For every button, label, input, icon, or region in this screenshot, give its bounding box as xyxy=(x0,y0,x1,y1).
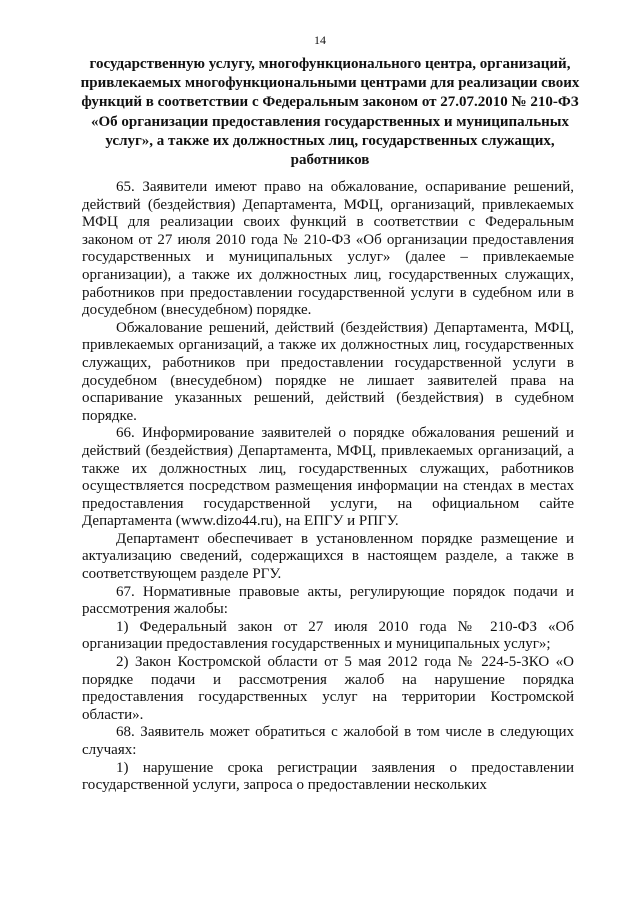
paragraph-department: Департамент обеспечивает в установленном порядке размещение и актуализацию сведений, содержащихся в настоящем разделе, а также в соответствующем разделе РГУ. xyxy=(82,530,574,583)
paragraph-67: 67. Нормативные правовые акты, регулирующие порядок подачи и рассмотрения жалобы: xyxy=(82,583,574,618)
page-number: 14 xyxy=(314,33,326,47)
paragraph-65: 65. Заявители имеют право на обжалование, оспаривание решений, действий (бездействия) Департамента, МФЦ, организаций, привлекаемых МФЦ для реализации своих функций в соответствии с Федеральным законом от 27 июля 2010 года № 210-ФЗ «Об организации предоставления государственных и муниципальных услуг» (далее – привлекаемые организации), а также их должностных лиц, государственных служащих, работников при предоставлении государственной услуги в судебном или в досудебном (внесудебном) порядке. xyxy=(82,179,574,319)
list-item-violation: 1) нарушение срока регистрации заявления о предоставлении государственной услуги, запроса о предоставлении нескольких xyxy=(82,759,574,794)
list-item-federal-law: 1) Федеральный закон от 27 июля 2010 года № 210-ФЗ «Об организации предоставления государственных и муниципальных услуг»; xyxy=(82,618,574,653)
paragraph-appeal: Обжалование решений, действий (бездействия) Департамента, МФЦ, привлекаемых организаций, а также их должностных лиц, государственных служащих, работников при предоставлении государственной услуги в досудебном (внесудебном) порядке не лишает заявителей права на оспаривание указанных решений, действий (бездействия) в судебном порядке. xyxy=(82,319,574,424)
body-text xyxy=(82,179,574,795)
paragraph-68: 68. Заявитель может обратиться с жалобой в том числе в следующих случаях: xyxy=(82,724,574,758)
paragraph-66: 66. Информирование заявителей о порядке обжалования решений и действий (бездействия) Департамента, МФЦ, привлекаемых организаций, а также их должностных лиц, государственных служащих, работников осуществляется посредством размещения информации на стендах в местах предоставления государственной услуги, на официальном сайте Департамента (www.dizo44.ru), на ЕПГУ и РПГУ. xyxy=(82,425,574,530)
list-item-regional-law: 2) Закон Костромской области от 5 мая 2012 года № 224-5-ЗКО «О порядке подачи и рассмотрения жалоб на нарушение порядка предоставления государственных услуг на территории Костромской области». xyxy=(82,654,574,723)
section-heading: государственную услугу, многофункционального центра, организаций, привлекаемых многофункциональными центрами для реализации своих функций в соответствии с Федеральным законом от 27.07.2010 № 210-ФЗ «Об организации предоставления государственных и муниципальных услуг», а также их должностных лиц, государственных служащих, работников xyxy=(80,56,580,169)
